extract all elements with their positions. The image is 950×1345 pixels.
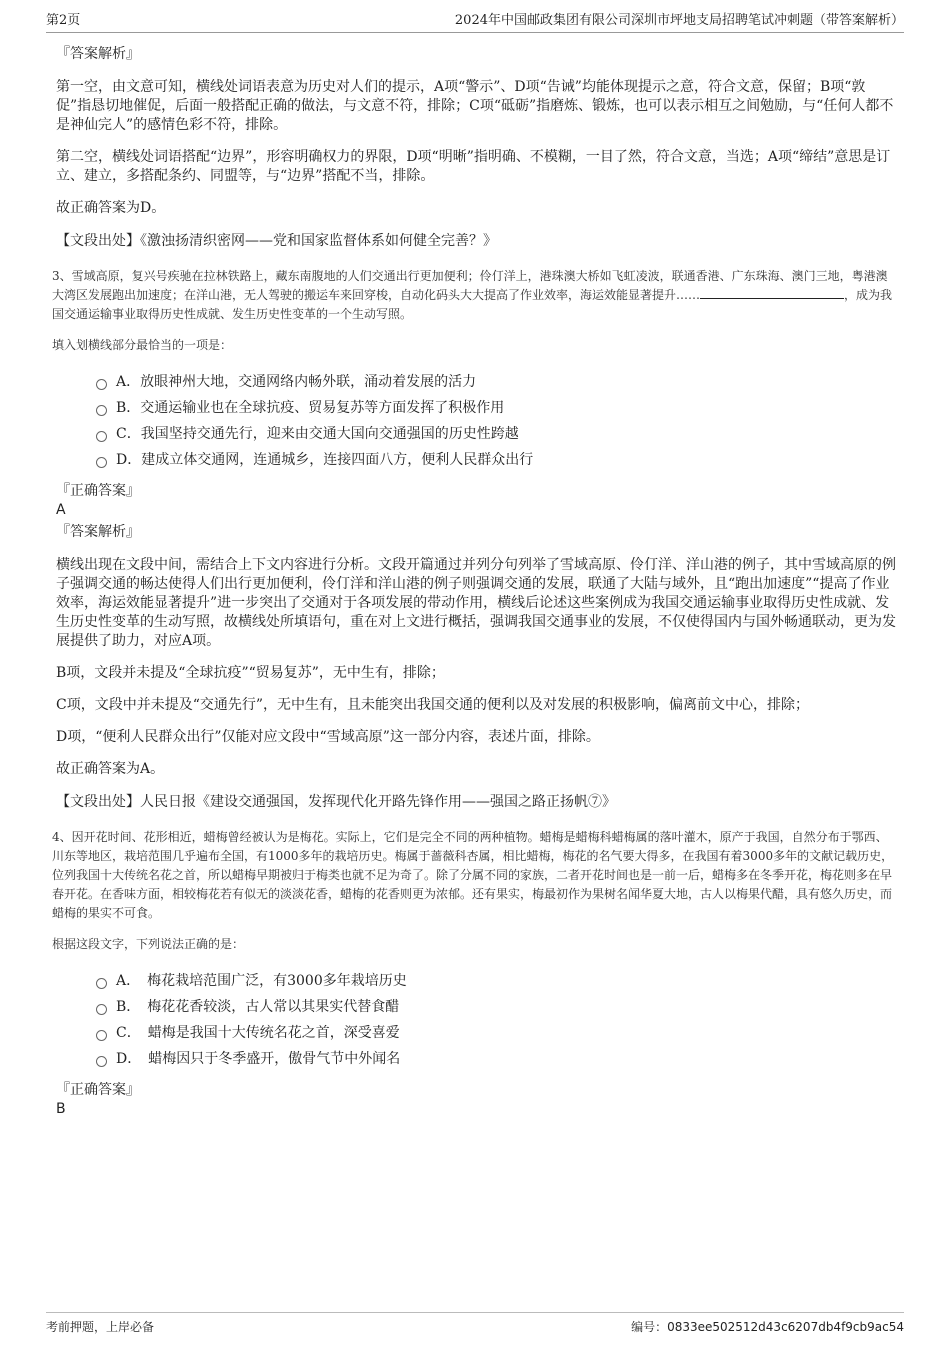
source-line <box>56 792 898 812</box>
option-c[interactable] <box>96 1023 898 1049</box>
option-label: C．我国坚持交通先行，迎来由交通大国向交通强国的历史性跨越 <box>116 426 519 442</box>
option-label: B．交通运输业也在全球抗疫、贸易复苏等方面发挥了积极作用 <box>116 400 505 416</box>
footer-slogan: 考前押题，上岸必备 <box>46 1320 155 1334</box>
question-4-text: 4、因开花时间、花形相近，蜡梅曾经被认为是梅花。实际上，它们是完全不同的两种植物。蜡梅是蜡梅科蜡梅属的落叶灌木，原产于我国，自然分布于鄂西、川东等地区，栽培范围几乎遍布全国，有1000多年的栽培历史。梅属于蔷薇科杏属，相比蜡梅，梅花的名气要大得多，在我国有着3000多年的文献记载历史，位列我国十大传统名花之首，所以蜡梅早期被归于梅类也就不足为奇了。除了分属不同的家族，二者开花时间也是一前一后，蜡梅多在冬季开花，梅花则多在早春开花。在香味方面，相较梅花若有似无的淡淡花香，蜡梅的花香则更为浓郁。还有果实，梅最初作为果树名闻华夏大地，古人以梅果代醋，具有悠久历史，而蜡梅的果实不可食。 <box>52 830 894 920</box>
analysis-heading: 『答案解析』 <box>56 524 140 540</box>
document-title: 2024年中国邮政集团有限公司深圳市坪地支局招聘笔试冲刺题（带答案解析） <box>454 13 904 28</box>
source-title: 《激浊扬清织密网——党和国家监督体系如何健全完善？》 <box>140 233 497 249</box>
radio-button[interactable] <box>96 1004 107 1015</box>
analysis-paragraph: D项，“便利人民群众出行”仅能对应文段中“雪域高原”这一部分内容，表述片面，排除。 <box>56 729 600 745</box>
source-line <box>56 231 898 251</box>
question-3-body: 3、雪域高原，复兴号疾驰在拉林铁路上，藏东南腹地的人们交通出行更加便利；伶仃洋上，港珠澳大桥如飞虹凌波，联通香港、广东珠海、澳门三地，粤港澳大湾区发展跑出加速度；在洋山港，无人驾驶的搬运车来回穿梭，自动化码头大大提高了作业效率，海运效能显著提升…… <box>52 269 888 302</box>
option-b[interactable] <box>96 997 898 1023</box>
analysis-paragraph: 第二空，横线处词语搭配“边界”，形容明确权力的界限，D项“明晰”指明确、不模糊，一目了然，符合文意，当选；A项“缔结”意思是订立、建立，多搭配条约、同盟等，与“边界”搭配不当，排除。 <box>56 149 891 184</box>
question-3-body-end: ，成为我国交通运输事业取得历史性成就、发生历史性变革的一个生动写照。 <box>52 288 893 321</box>
fill-blank <box>772 286 844 299</box>
correct-answer-heading: 『正确答案』 <box>56 483 140 499</box>
radio-button[interactable] <box>96 379 107 390</box>
radio-button[interactable] <box>96 457 107 468</box>
radio-button[interactable] <box>96 978 107 989</box>
analysis-paragraph: B项，文段并未提及“全球抗疫”“贸易复苏”，无中生有，排除； <box>56 665 445 681</box>
fill-blank <box>700 286 772 299</box>
option-label: C． 蜡梅是我国十大传统名花之首，深受喜爱 <box>116 1025 400 1041</box>
radio-button[interactable] <box>96 405 107 416</box>
analysis-paragraph: 横线出现在文段中间，需结合上下文内容进行分析。文段开篇通过并列分句列举了雪域高原、伶仃洋、洋山港的例子，其中雪域高原的例子强调交通的畅达使得人们出行更加便利，伶仃洋和洋山港的例子则强调交通的发展，联通了大陆与域外，且“跑出加速度”“提高了作业效率，海运效能显著提升”进一步突出了交通对于各项发展的带动作用，横线后论述这些案例成为我国交通运输事业取得历史性成就、发生历史性变革的生动写照，故横线处所填语句，重在对上文进行概括，强调我国交通事业的发展，不仅使得国内与国外畅通联动，更为发展提供了助力，对应A项。 <box>56 557 896 649</box>
option-label: B． 梅花花香较淡，古人常以其果实代替食醋 <box>116 999 400 1015</box>
source-prefix: 【文段出处】 <box>56 794 140 810</box>
option-label: D． 蜡梅因只于冬季盛开，傲骨气节中外闻名 <box>116 1051 401 1067</box>
question-4-prompt: 根据这段文字，下列说法正确的是： <box>52 937 245 951</box>
page-footer <box>46 1312 904 1335</box>
question-3-prompt: 填入划横线部分最恰当的一项是： <box>52 338 233 352</box>
question-3-text <box>52 267 898 324</box>
option-label: A． 梅花栽培范围广泛，有3000多年栽培历史 <box>116 973 407 989</box>
document-id: 编号：0833ee502512d43c6207db4f9cb9ac54 <box>631 1320 904 1334</box>
correct-answer-value: B <box>56 1101 66 1117</box>
option-d[interactable] <box>96 450 898 476</box>
analysis-paragraph: 第一空，由文意可知，横线处词语表意为历史对人们的提示，A项“警示”、D项“告诫”均能体现提示之意，符合文意，保留；B项“敦促”指恳切地催促，后面一般搭配正确的做法，与文意不符，排除；C项“砥砺”指磨炼、锻炼，也可以表示相互之间勉励，与“任何人都不是神仙完人”的感情色彩不符，排除。 <box>56 79 894 133</box>
question-4-options <box>96 971 898 1075</box>
question-3-options <box>96 372 898 476</box>
option-a[interactable] <box>96 971 898 997</box>
source-title: 人民日报《建设交通强国，发挥现代化开路先锋作用——强国之路正扬帆⑦》 <box>140 794 616 810</box>
option-label: D．建成立体交通网，连通城乡，连接四面八方，便利人民群众出行 <box>116 452 534 468</box>
correct-answer-heading: 『正确答案』 <box>56 1082 140 1098</box>
option-label: A．放眼神州大地，交通网络内畅外联，涌动着发展的活力 <box>116 374 477 390</box>
radio-button[interactable] <box>96 1030 107 1041</box>
analysis-heading: 『答案解析』 <box>56 46 140 62</box>
analysis-conclusion: 故正确答案为A。 <box>56 761 165 777</box>
analysis-conclusion: 故正确答案为D。 <box>56 200 166 216</box>
correct-answer-value: A <box>56 502 66 518</box>
radio-button[interactable] <box>96 431 107 442</box>
option-b[interactable] <box>96 398 898 424</box>
source-prefix: 【文段出处】 <box>56 233 140 249</box>
main-content <box>52 44 898 1121</box>
analysis-paragraph: C项，文段中并未提及“交通先行”，无中生有，且未能突出我国交通的便利以及对发展的积极影响，偏离前文中心，排除； <box>56 697 810 713</box>
radio-button[interactable] <box>96 1056 107 1067</box>
option-c[interactable] <box>96 424 898 450</box>
option-a[interactable] <box>96 372 898 398</box>
option-d[interactable] <box>96 1049 898 1075</box>
page-header <box>46 12 904 33</box>
page-number: 第2页 <box>46 13 81 28</box>
